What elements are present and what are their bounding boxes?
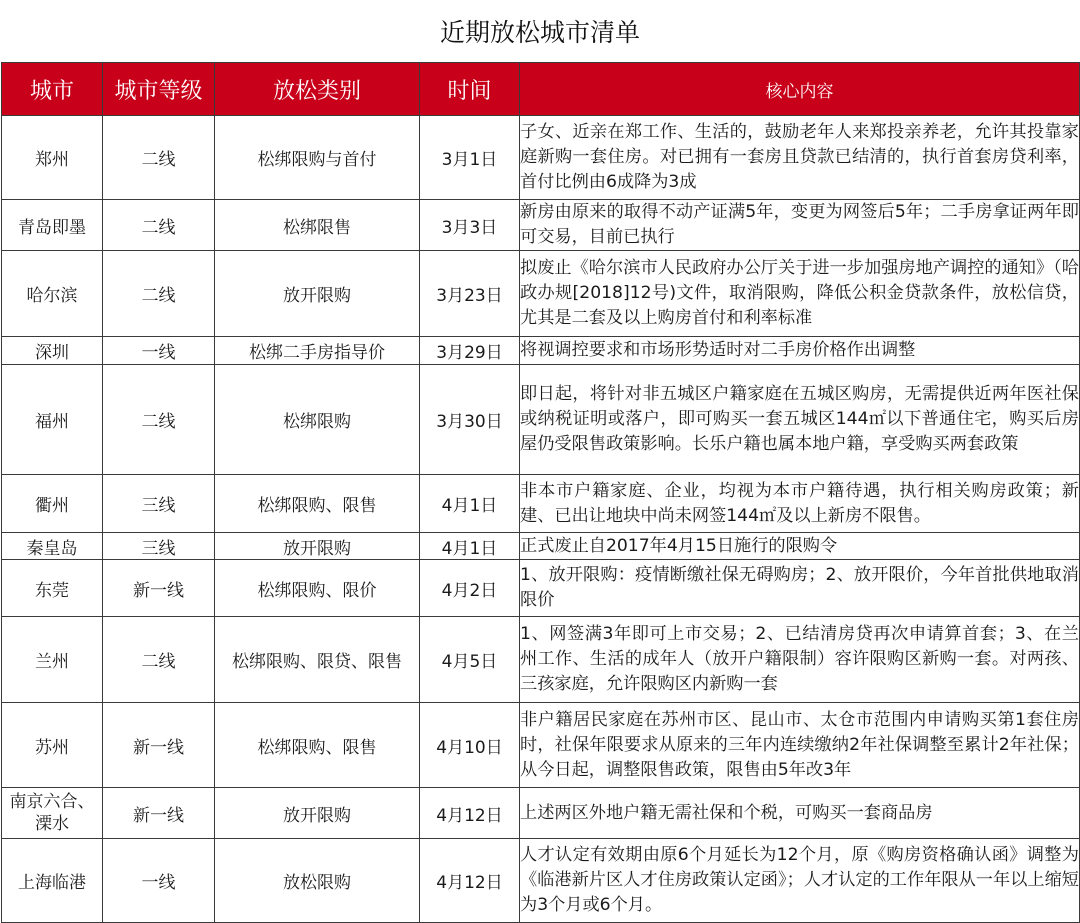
table-row xyxy=(2,116,1080,200)
cell-type: 松绑二手房指导价 xyxy=(215,337,420,365)
cell-city: 东莞 xyxy=(2,560,103,617)
cell-content: 子女、近亲在郑工作、生活的，鼓励老年人来郑投亲养老，允许其投靠家庭新购一套住房。对已拥有一套房且贷款已结清的，执行首套房贷利率，首付比例由6成降为3成 xyxy=(520,116,1080,200)
cell-content: 1、网签满3年即可上市交易；2、已结清房贷再次申请算首套；3、在兰州工作、生活的成年人（放开户籍限制）容许限购区新购一套。对两孩、三孩家庭，允许限购区内新购一套 xyxy=(520,617,1080,703)
header-city: 城市 xyxy=(2,63,103,116)
table-row xyxy=(2,839,1080,923)
cell-tier: 二线 xyxy=(103,365,215,475)
cell-date: 4月1日 xyxy=(420,475,520,533)
cell-city: 福州 xyxy=(2,365,103,475)
cell-tier: 二线 xyxy=(103,251,215,337)
cell-date: 4月12日 xyxy=(420,839,520,923)
cell-tier: 一线 xyxy=(103,337,215,365)
cell-type: 松绑限购、限价 xyxy=(215,560,420,617)
cell-type: 松绑限购、限贷、限售 xyxy=(215,617,420,703)
cell-date: 4月1日 xyxy=(420,533,520,560)
cell-date: 4月2日 xyxy=(420,560,520,617)
cell-city: 青岛即墨 xyxy=(2,200,103,251)
cell-type: 松绑限购与首付 xyxy=(215,116,420,200)
header-row xyxy=(2,63,1080,116)
header-tier: 城市等级 xyxy=(103,63,215,116)
cell-content: 即日起，将针对非五城区户籍家庭在五城区购房，无需提供近两年医社保或纳税证明或落户，即可购买一套五城区144㎡以下普通住宅，购买后房屋仍受限售政策影响。长乐户籍也属本地户籍，享受购买两套政策 xyxy=(520,365,1080,475)
table-row xyxy=(2,365,1080,475)
cell-city: 郑州 xyxy=(2,116,103,200)
cell-type: 放开限购 xyxy=(215,251,420,337)
table-row xyxy=(2,475,1080,533)
cell-tier: 三线 xyxy=(103,475,215,533)
cell-tier: 三线 xyxy=(103,533,215,560)
cell-city: 南京六合、溧水 xyxy=(2,788,103,839)
cell-type: 放开限购 xyxy=(215,533,420,560)
table-row xyxy=(2,788,1080,839)
cell-date: 4月10日 xyxy=(420,703,520,788)
table-title: 近期放松城市清单 xyxy=(439,18,640,47)
cell-content: 人才认定有效期由原6个月延长为12个月，原《购房资格确认函》调整为《临港新片区人才住房政策认定函》；人才认定的工作年限从一年以上缩短为3个月或6个月。 xyxy=(520,839,1080,923)
cell-content: 非本市户籍家庭、企业，均视为本市户籍待遇，执行相关购房政策；新建、已出让地块中尚未网签144㎡及以上新房不限售。 xyxy=(520,475,1080,533)
cell-city: 深圳 xyxy=(2,337,103,365)
table-row xyxy=(2,337,1080,365)
table-row xyxy=(2,560,1080,617)
header-date: 时间 xyxy=(420,63,520,116)
cell-city: 苏州 xyxy=(2,703,103,788)
cell-tier: 新一线 xyxy=(103,560,215,617)
cell-content: 新房由原来的取得不动产证满5年，变更为网签后5年；二手房拿证两年即可交易，目前已执行 xyxy=(520,200,1080,251)
cell-content: 非户籍居民家庭在苏州市区、昆山市、太仓市范围内申请购买第1套住房时，社保年限要求从原来的三年内连续缴纳2年社保调整至累计2年社保；从今日起，调整限售政策，限售由5年改3年 xyxy=(520,703,1080,788)
cell-tier: 二线 xyxy=(103,200,215,251)
cell-content: 将视调控要求和市场形势适时对二手房价格作出调整 xyxy=(520,337,1080,365)
header-type: 放松类别 xyxy=(215,63,420,116)
cell-content: 正式废止自2017年4月15日施行的限购令 xyxy=(520,533,1080,560)
table-row xyxy=(2,200,1080,251)
cell-date: 3月3日 xyxy=(420,200,520,251)
cell-content: 上述两区外地户籍无需社保和个税，可购买一套商品房 xyxy=(520,788,1080,839)
cell-type: 放开限购 xyxy=(215,788,420,839)
cell-date: 3月1日 xyxy=(420,116,520,200)
cell-type: 放松限购 xyxy=(215,839,420,923)
cell-type: 松绑限购 xyxy=(215,365,420,475)
cell-type: 松绑限售 xyxy=(215,200,420,251)
cell-city: 上海临港 xyxy=(2,839,103,923)
cell-city: 哈尔滨 xyxy=(2,251,103,337)
cell-city: 兰州 xyxy=(2,617,103,703)
city-policy-table xyxy=(1,62,1080,923)
cell-type: 松绑限购、限售 xyxy=(215,475,420,533)
table-row xyxy=(2,617,1080,703)
cell-tier: 新一线 xyxy=(103,703,215,788)
cell-type: 松绑限购、限售 xyxy=(215,703,420,788)
table-row xyxy=(2,251,1080,337)
cell-date: 4月5日 xyxy=(420,617,520,703)
cell-tier: 一线 xyxy=(103,839,215,923)
table-row xyxy=(2,533,1080,560)
cell-content: 1、放开限购：疫情断缴社保无碍购房；2、放开限价，今年首批供地取消限价 xyxy=(520,560,1080,617)
cell-tier: 二线 xyxy=(103,617,215,703)
table-row xyxy=(2,703,1080,788)
header-content: 核心内容 xyxy=(520,63,1080,116)
cell-content: 拟废止《哈尔滨市人民政府办公厅关于进一步加强房地产调控的通知》（哈政办规[2018]12号)文件，取消限购，降低公积金贷款条件，放松信贷，尤其是二套及以上购房首付和利率标准 xyxy=(520,251,1080,337)
cell-tier: 二线 xyxy=(103,116,215,200)
cell-date: 4月12日 xyxy=(420,788,520,839)
cell-date: 3月30日 xyxy=(420,365,520,475)
cell-city: 衢州 xyxy=(2,475,103,533)
cell-tier: 新一线 xyxy=(103,788,215,839)
cell-city: 秦皇岛 xyxy=(2,533,103,560)
cell-date: 3月29日 xyxy=(420,337,520,365)
cell-date: 3月23日 xyxy=(420,251,520,337)
